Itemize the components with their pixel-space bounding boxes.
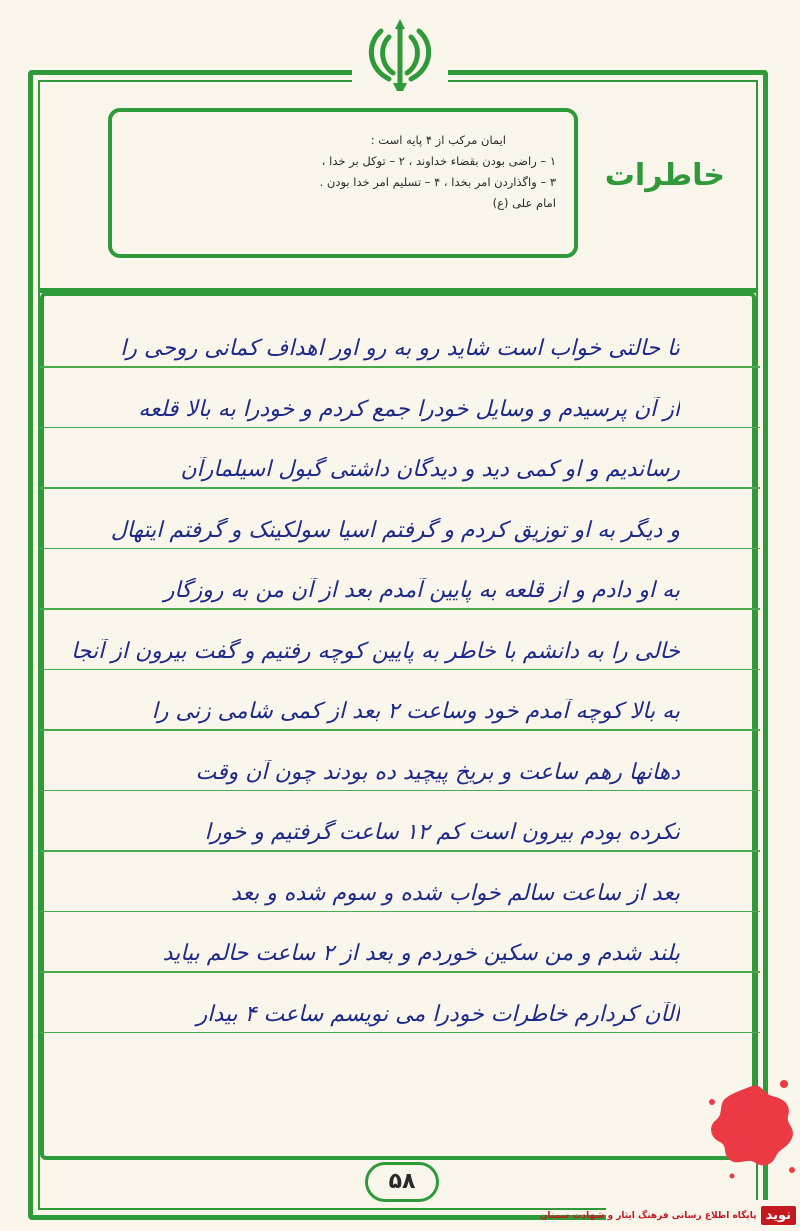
quote-line-2: ۳ – واگذاردن امر بخدا ، ۴ – تسلیم امر خدا بودن . [319, 175, 556, 189]
handwritten-line: خالی را به دانشم با خاطر به پایین کوچه رفتیم و گفت بیرون از آنجا [71, 638, 680, 664]
handwritten-line: رساندیم و او کمی دید و دیدگان داشتی گبول اسیلمارآن [180, 457, 680, 482]
handwritten-line: به بالا کوچه آمدم خود وساعت ۲ بعد از کمی شامی زنی را [151, 699, 680, 724]
quote-title: ایمان مرکب از ۴ پایه است : [370, 133, 506, 147]
handwritten-line: الآن کردارم خاطرات خودرا می نویسم ساعت ۴ بیدار [196, 1001, 680, 1027]
site-watermark [539, 1200, 800, 1231]
section-title: خاطرات [604, 158, 725, 193]
quote-author: امام علی (ع) [492, 196, 556, 210]
page-number: ۵۸ [365, 1162, 439, 1202]
handwritten-line: بلند شدم و من سکین خوردم و بعد از ۲ ساعت حالم بیاید [162, 941, 680, 966]
quote-box [108, 108, 578, 258]
watermark-logo: نوید [761, 1206, 796, 1225]
watermark-text: پایگاه اطلاع رسانی فرهنگ ایثار و شهادت سمنان [539, 1210, 757, 1221]
iran-emblem [352, 10, 448, 98]
handwritten-line: از آن پرسیدم و وسایل خودرا جمع کردم و خودرا به بالا قلعه [138, 396, 680, 422]
handwritten-line: نکرده بودم بیرون است کم ۱۲ ساعت گرفتیم و خورا [204, 820, 680, 845]
handwritten-line: و دیگر به او توزیق کردم و گرفتم اسیا سولکینک و گرفتم ایتهال [110, 517, 680, 543]
quote-line-1: ۱ – راضی بودن بقضاء خداوند ، ۲ – توکل بر خدا ، [321, 154, 556, 168]
handwritten-line: به او دادم و از قلعه به پایین آمدم بعد از آن من به روزگار [163, 578, 680, 603]
handwritten-line: بعد از ساعت سالم خواب شده و سوم شده و بعد [230, 880, 680, 906]
handwritten-line: تا حالتی خواب است شاید رو به رو اور اهداف کمانی روحی را [120, 336, 680, 361]
handwritten-line: دهانها رهم ساعت و بریخ پیچید ده بودند چون آن وقت [195, 759, 680, 785]
paint-splat-icon [702, 1072, 798, 1182]
